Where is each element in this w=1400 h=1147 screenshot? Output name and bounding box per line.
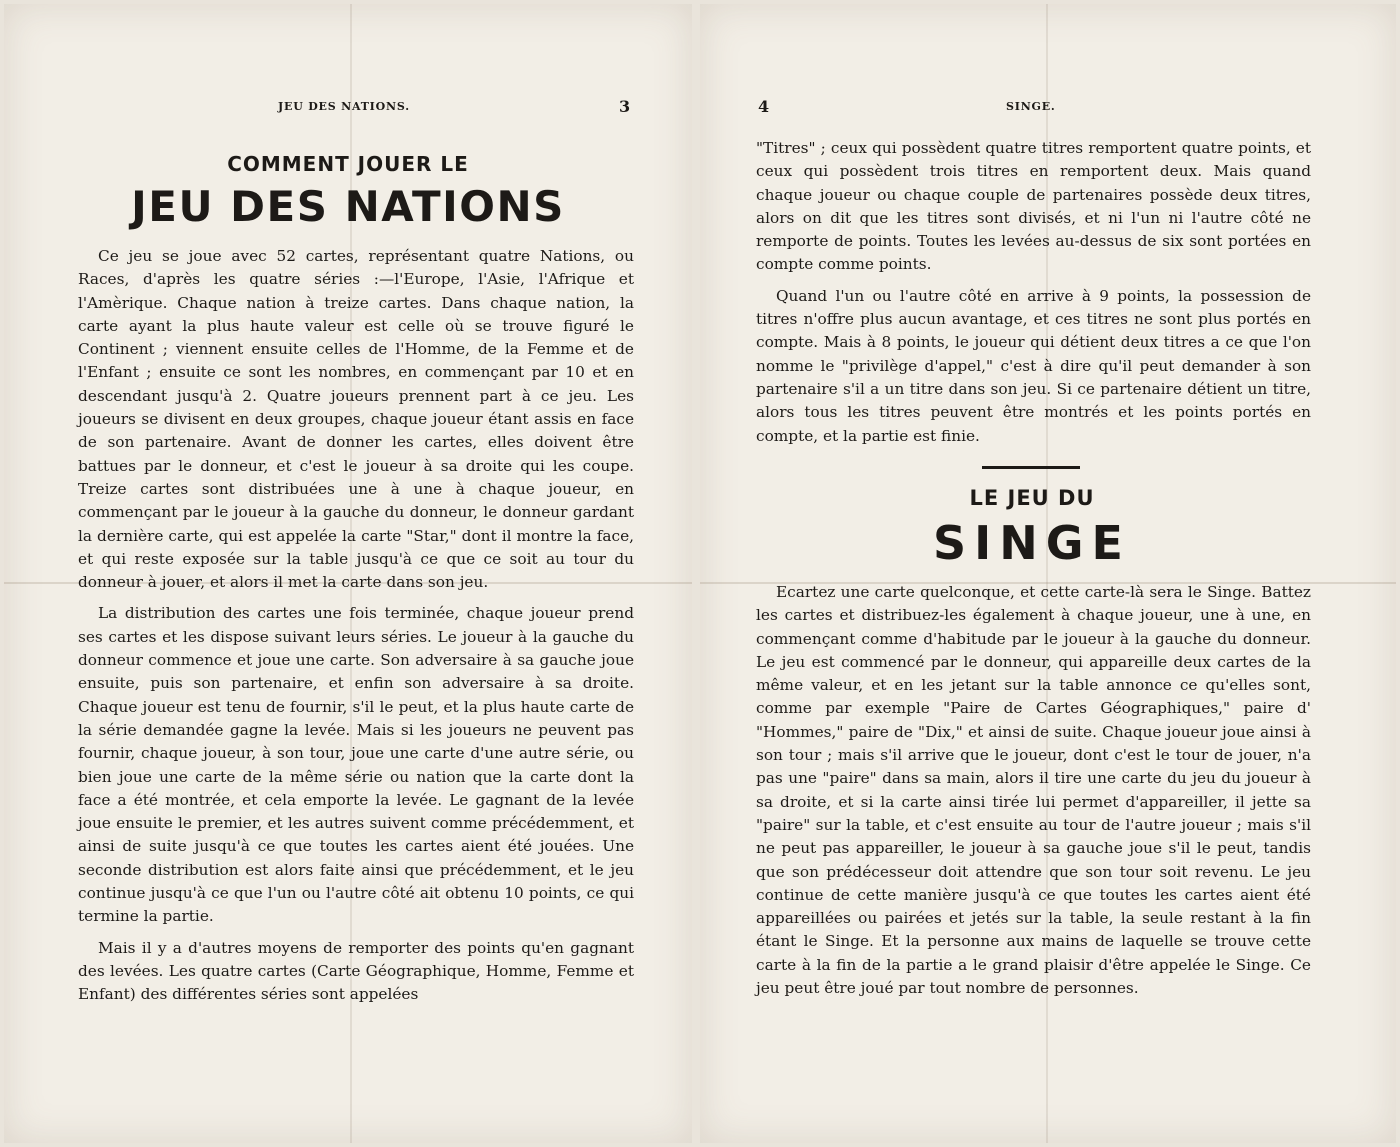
- running-head: JEU DES NATIONS.: [278, 100, 410, 113]
- paragraph: Mais il y a d'autres moyens de remporter des points qu'en gagnant des levées. Les quatre cartes (Carte Géographique, Homme, Femme et Enfant) des différentes séries sont appelées: [78, 938, 634, 1004]
- paragraph: Quand l'un ou l'autre côté en arrive à 9 points, la possession de titres n'offre plus aucun avantage, et ces titres ne sont plus portés en compte. Mais à 8 points, le joueur qui détient deux titres a ce que l'on nomme le "privilège d'appel," c'est à dire qu'il peut demander à son partenaire s'il a un titre dans son jeu. Si ce partenaire détient un titre, alors tous les titres peuvent être montrés et les points portés en compte, et la partie est finie.: [756, 286, 1311, 445]
- rules-text: [756, 581, 1311, 1000]
- left-page: [4, 4, 692, 1143]
- paragraph: Ce jeu se joue avec 52 cartes, représentant quatre Nations, ou Races, d'après les quatre séries :—l'Europe, l'Asie, l'Afrique et l'Amèrique. Chaque nation à treize cartes. Dans chaque nation, la carte ayant la plus haute valeur est celle où se trouve figuré le Continent ; viennent ensuite celles de l'Homme, de la Femme et de l'Enfant ; ensuite ce sont les nombres, en commençant par 10 et en descendant jusqu'à 2. Quatre joueurs prennent part à ce jeu. Les joueurs se divisent en deux groupes, chaque joueur étant assis en face de son partenaire. Avant de donner les cartes, elles doivent être battues par le donneur, et c'est le joueur à sa droite qui les coupe. Treize cartes sont distribuées une à une à chaque joueur, en commençant par le joueur à la gauche du donneur, le donneur gardant la dernière carte, qui est appelée la carte "Star," dont il montre la face, et qui reste exposée sur la table jusqu'à ce que ce soit au tour du donneur à jouer, et alors il met la carte dans son jeu.: [78, 247, 634, 592]
- page-number: 3: [619, 97, 631, 116]
- paragraph: Ecartez une carte quelconque, et cette carte-là sera le Singe. Battez les cartes et distribuez-les également à chaque joueur, une à une, en commençant comme d'habitude par le joueur à la gauche du donneur. Le jeu est commencé par le donneur, qui appareille deux cartes de la même valeur, et en les jetant sur la table annonce ce qu'elles sont, comme par exemple "Paire de Cartes Géographiques," paire d' "Hommes," paire de "Dix," et ainsi de suite. Chaque joueur joue ainsi à son tour ; mais s'il arrive que le joueur, dont c'est le tour de jouer, n'a pas une "paire" dans sa main, alors il tire une carte du jeu du joueur à sa droite, et si la carte ainsi tirée lui permet d'appareiller, il jette sa "paire" sur la table, et c'est ensuite au tour de l'autre joueur ; mais s'il ne peut pas appareiller, le joueur à sa gauche joue s'il le peut, tandis que son prédécesseur doit attendre que son tour soit revenu. Le jeu continue de cette manière jusqu'à ce que toutes les cartes aient été appareillées ou pairées et jetés sur la table, la seule restant à la fin étant le Singe. Et la personne aux mains de laquelle se trouve cette carte à la fin de la partie a le grand plaisir d'être appelée le Singe. Ce jeu peut être joué par tout nombre de personnes.: [756, 583, 1311, 998]
- right-page: [700, 4, 1396, 1143]
- section-subheading: LE JEU DU: [969, 486, 1095, 510]
- continued-rules-text: [756, 137, 1311, 448]
- paragraph: La distribution des cartes une fois terminée, chaque joueur prend ses cartes et les dispose suivant leurs séries. Le joueur à la gauche du donneur commence et joue une carte. Son adversaire à sa gauche joue ensuite, puis son partenaire, et enfin son adversaire à sa droite. Chaque joueur est tenu de fournir, s'il le peut, et la plus haute carte de la série demandée gagne la levée. Mais si les joueurs ne peuvent pas fournir, chaque joueur, à son tour, joue une carte d'une autre série, ou bien joue une carte de la même série ou nation que la carte dont la face a été montrée, et cela emporte la levée. Le gagnant de la levée joue ensuite le premier, et les autres suivent comme précédemment, et ainsi de suite jusqu'à ce que toutes les cartes aient été jouées. Une seconde distribution est alors faite ainsi que précédemment, et le jeu continue jusqu'à ce que l'un ou l'autre côté ait obtenu 10 points, ce qui termine la partie.: [78, 604, 634, 926]
- paragraph: "Titres" ; ceux qui possèdent quatre titres remportent quatre points, et ceux qui possèdent trois titres en remportent deux. Mais quand chaque joueur ou chaque couple de partenaires possède deux titres, alors on dit que les titres sont divisés, et ni l'un ni l'autre côté ne remporte de points. Toutes les levées au-dessus de six sont portées en compte comme points.: [756, 139, 1311, 274]
- section-title: SINGE: [933, 516, 1131, 570]
- page-number: 4: [758, 97, 770, 116]
- section-title: JEU DES NATIONS: [131, 182, 565, 231]
- rules-text: [78, 245, 634, 1007]
- running-head: SINGE.: [1006, 100, 1056, 113]
- section-divider: [982, 466, 1080, 469]
- section-subheading: COMMENT JOUER LE: [227, 152, 469, 176]
